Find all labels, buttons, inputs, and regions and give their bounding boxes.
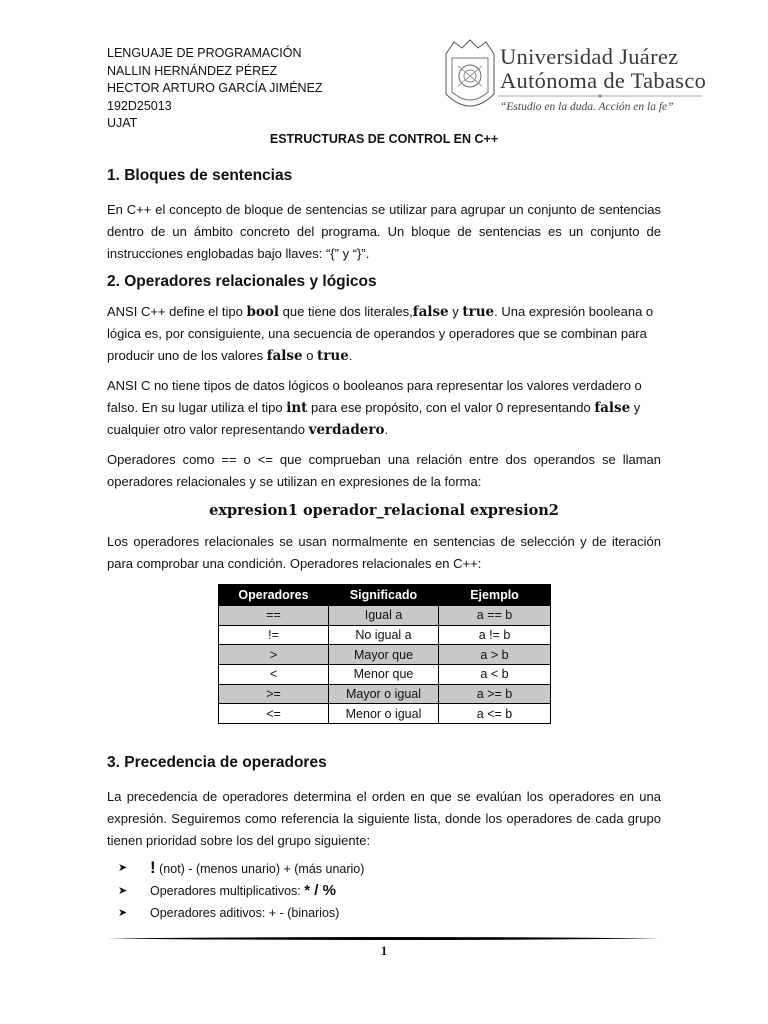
table-cell: Menor que xyxy=(329,665,439,685)
keyword-int: int xyxy=(286,400,308,416)
table-cell: a > b xyxy=(439,645,551,665)
table-row xyxy=(219,645,551,665)
table-cell: <= xyxy=(219,704,329,724)
keyword-false: false xyxy=(412,304,449,320)
section-3-paragraph: La precedencia de operadores determina el orden en que se evalúan los operadores en una expresión. Seguiremos como referencia la siguiente lista, donde los operadores de cada grupo tienen prioridad sobre los del grupo siguiente: xyxy=(107,789,661,848)
table-row xyxy=(219,665,551,685)
table-header-cell: Ejemplo xyxy=(439,585,551,606)
keyword-false: false xyxy=(266,348,303,364)
section-1-paragraph: En C++ el concepto de bloque de sentencias se utilizar para agrupar un conjunto de sentencias dentro de un ámbito concreto del programa. Un bloque de sentencias es un conjunto de instrucciones englobadas bajo llaves: “{” y “}”. xyxy=(107,202,661,261)
relational-expression-formula: expresion1 operador_relacional expresion2 xyxy=(209,502,559,519)
section-2-paragraph-4: Los operadores relacionales se usan normalmente en sentencias de selección y de iteración para comprobar una condición. Operadores relacionales en C++: xyxy=(107,534,661,571)
table-cell: a < b xyxy=(439,665,551,685)
keyword-false: false xyxy=(594,400,631,416)
table-cell: a >= b xyxy=(439,684,551,704)
university-name xyxy=(500,45,706,93)
author-header xyxy=(107,45,323,133)
section-2-paragraph-1: ANSI C++ define el tipo bool que tiene dos literales,false y true. Una expresión booleana o lógica es, por consiguiente, una secuencia de operandos y operadores que se combinan para producir uno de los valores false o true. xyxy=(107,304,654,364)
table-cell: != xyxy=(219,625,329,645)
table-cell: a <= b xyxy=(439,704,551,724)
table-row xyxy=(219,684,551,704)
table-row xyxy=(219,704,551,724)
arrow-bullet-icon: ➤ xyxy=(118,885,128,897)
table-cell: < xyxy=(219,665,329,685)
table-cell: == xyxy=(219,606,329,626)
keyword-true: true xyxy=(462,304,495,320)
table-cell: > xyxy=(219,645,329,665)
precedence-list xyxy=(118,857,364,924)
section-heading-3: 3. Precedencia de operadores xyxy=(107,754,327,771)
table-row xyxy=(219,625,551,645)
section-heading-1: 1. Bloques de sentencias xyxy=(107,167,293,184)
table-header-row xyxy=(219,585,551,606)
university-motto: “Estudio en la duda. Acción en la fe” xyxy=(500,101,674,113)
table-cell: Mayor que xyxy=(329,645,439,665)
table-row xyxy=(219,606,551,626)
section-2-paragraph-2: ANSI C no tiene tipos de datos lógicos o booleanos para representar los valores verdadero o falso. En su lugar utiliza el tipo int para ese propósito, con el valor 0 representando false y cualquier otro valor representando verdadero. xyxy=(107,378,642,438)
table-cell: a == b xyxy=(439,606,551,626)
list-item: ➤ Operadores aditivos: + - (binarios) xyxy=(118,902,364,924)
table-cell: >= xyxy=(219,684,329,704)
course-name: LENGUAJE DE PROGRAMACIÓN xyxy=(107,46,302,60)
table-cell: No igual a xyxy=(329,625,439,645)
table-header-cell: Significado xyxy=(329,585,439,606)
list-item: ➤ Operadores multiplicativos: * / % xyxy=(118,880,364,902)
multiplicative-operator-symbols: * / % xyxy=(304,882,336,899)
student-id: 192D25013 xyxy=(107,98,172,113)
university-name-line2: Autónoma de Tabasco xyxy=(500,68,707,93)
student-name: NALLIN HERNÁNDEZ PÉREZ xyxy=(107,63,278,78)
footer-divider xyxy=(108,936,660,941)
not-operator-symbol: ! xyxy=(150,858,156,877)
university-name-line1: Universidad Juárez xyxy=(500,44,679,69)
table-cell: Igual a xyxy=(329,606,439,626)
teacher-name: HECTOR ARTURO GARCÍA JIMÉNEZ xyxy=(107,81,323,95)
keyword-bool: bool xyxy=(246,304,280,320)
table-cell: Mayor o igual xyxy=(329,684,439,704)
section-2-paragraph-3: Operadores como == o <= que comprueban una relación entre dos operandos se llaman operadores relacionales y se utilizan en expresiones de la forma: xyxy=(107,452,661,489)
keyword-verdadero: verdadero xyxy=(308,422,385,438)
relational-operators-table xyxy=(218,584,551,724)
keyword-true: true xyxy=(317,348,349,364)
arrow-bullet-icon: ➤ xyxy=(118,907,128,919)
institution-abbr: UJAT xyxy=(107,116,138,130)
table-header-cell: Operadores xyxy=(219,585,329,606)
page-number: 1 xyxy=(380,944,388,958)
arrow-bullet-icon: ➤ xyxy=(118,862,128,874)
document-title: ESTRUCTURAS DE CONTROL EN C++ xyxy=(269,132,499,146)
list-item: ➤ ! (not) - (menos unario) + (más unario) xyxy=(118,858,365,877)
table-cell: a != b xyxy=(439,625,551,645)
table-cell: Menor o igual xyxy=(329,704,439,724)
section-heading-2: 2. Operadores relacionales y lógicos xyxy=(107,273,377,290)
